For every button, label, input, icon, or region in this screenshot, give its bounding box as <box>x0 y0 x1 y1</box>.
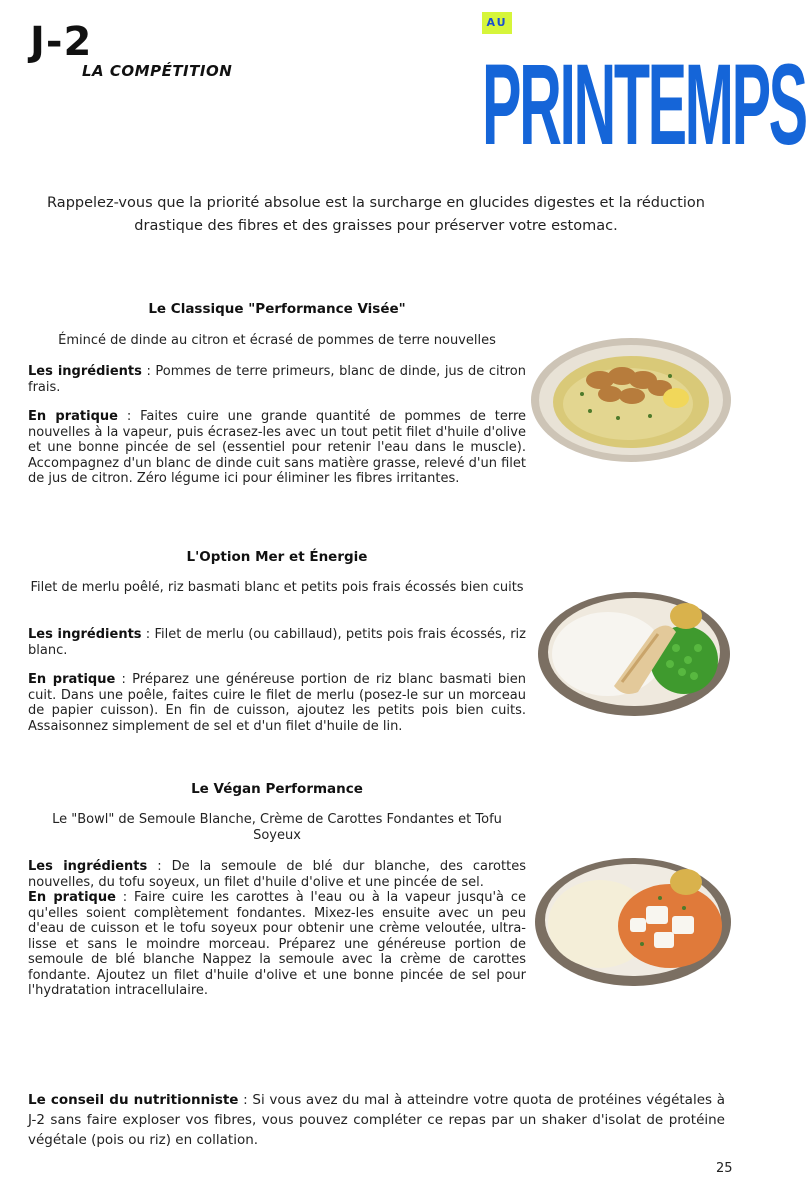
recipe-1-title: Le Classique "Performance Visée" <box>148 301 406 317</box>
practice-label: En pratique <box>28 672 116 687</box>
recipe-1-ingredients <box>28 364 526 395</box>
recipe-3-title: Le Végan Performance <box>191 781 363 797</box>
recipe-2-subtitle: Filet de merlu poêlé, riz basmati blanc et petits pois frais écossés bien cuits <box>30 580 524 595</box>
recipe-1-image <box>530 336 734 464</box>
page-subtitle: LA COMPÉTITION <box>82 62 233 80</box>
practice-text: : Faites cuire une grande quantité de pommes de terre nouvelles à la vapeur, puis écrasez-les avec un tout petit filet d'huile d'olive et une bonne pincée de sel (essentiel pour retenir l'eau dans le muscle). Accompagnez d'un blanc de dinde cuit sans matière grasse, relevé d'un filet de jus de citron. Zéro légume ici pour éliminer les fibres irritantes. <box>28 409 527 486</box>
ingredients-label: Les ingrédients <box>28 627 142 642</box>
recipe-2-practice <box>28 672 526 734</box>
recipe-3-ingredients <box>28 859 526 890</box>
recipe-1-practice <box>28 409 526 487</box>
ingredients-label: Les ingrédients <box>28 364 142 379</box>
ingredients-text: : Pommes de terre primeurs, blanc de dinde, jus de citron frais. <box>28 364 526 395</box>
recipe-3-practice <box>28 890 526 999</box>
logo-wordmark: PRINTEMPS <box>482 40 806 169</box>
ingredients-label: Les ingrédients <box>28 859 148 874</box>
page-day-title: J-2 <box>30 19 93 65</box>
recipe-3-subtitle: Le "Bowl" de Semoule Blanche, Crème de Carottes Fondantes et Tofu Soyeux <box>52 812 502 843</box>
practice-text: : Faire cuire les carottes à l'eau ou à la vapeur jusqu'à ce qu'elles soient complètement fondantes. Mixez-les ensuite avec un peu d'eau de cuisson et le tofu soyeux pour obtenir une crème veloutée, ultra-lisse et sans le moindre morceau. Préparez une généreuse portion de semoule de blé blanche Nappez la semoule avec la crème de carottes fondante. Ajoutez un filet d'huile d'olive et une bonne pincée de sel pour l'hydratation intracellulaire. <box>28 890 526 998</box>
intro-paragraph: Rappelez-vous que la priorité absolue est la surcharge en glucides digestes et la réduction drastique des fibres et des graisses pour préserver votre estomac. <box>47 195 705 234</box>
logo-au-badge: AU <box>482 12 512 34</box>
tip-text: : Si vous avez du mal à atteindre votre quota de protéines végétales à J-2 sans faire exploser vos fibres, vous pouvez compléter ce repas par un shaker d'isolat de protéine végétale (pois ou riz) en collation. <box>28 1092 725 1148</box>
nutritionist-tip <box>28 1090 725 1150</box>
page-number: 25 <box>716 1161 733 1176</box>
ingredients-text: : Filet de merlu (ou cabillaud), petits pois frais écossés, riz blanc. <box>28 627 526 658</box>
recipe-2-title: L'Option Mer et Énergie <box>186 549 368 565</box>
practice-label: En pratique <box>28 409 118 424</box>
ingredients-text: : De la semoule de blé dur blanche, des carottes nouvelles, du tofu soyeux, un filet d'huile d'olive et une pincée de sel. <box>28 859 526 890</box>
recipe-2-image <box>536 588 732 718</box>
practice-text: : Préparez une généreuse portion de riz blanc basmati bien cuit. Dans une poêle, faites cuire le filet de merlu (posez-le sur un morceau de papier cuisson). En fin de cuisson, ajoutez les petits pois bien cuits. Assaisonnez simplement de sel et d'un filet d'huile de lin. <box>28 672 526 734</box>
brand-logo <box>482 12 806 169</box>
recipe-2-ingredients <box>28 627 526 658</box>
practice-label: En pratique <box>28 890 116 905</box>
recipe-1-subtitle: Émincé de dinde au citron et écrasé de pommes de terre nouvelles <box>58 333 496 348</box>
recipe-3-image <box>534 852 734 988</box>
tip-label: Le conseil du nutritionniste <box>28 1092 239 1108</box>
